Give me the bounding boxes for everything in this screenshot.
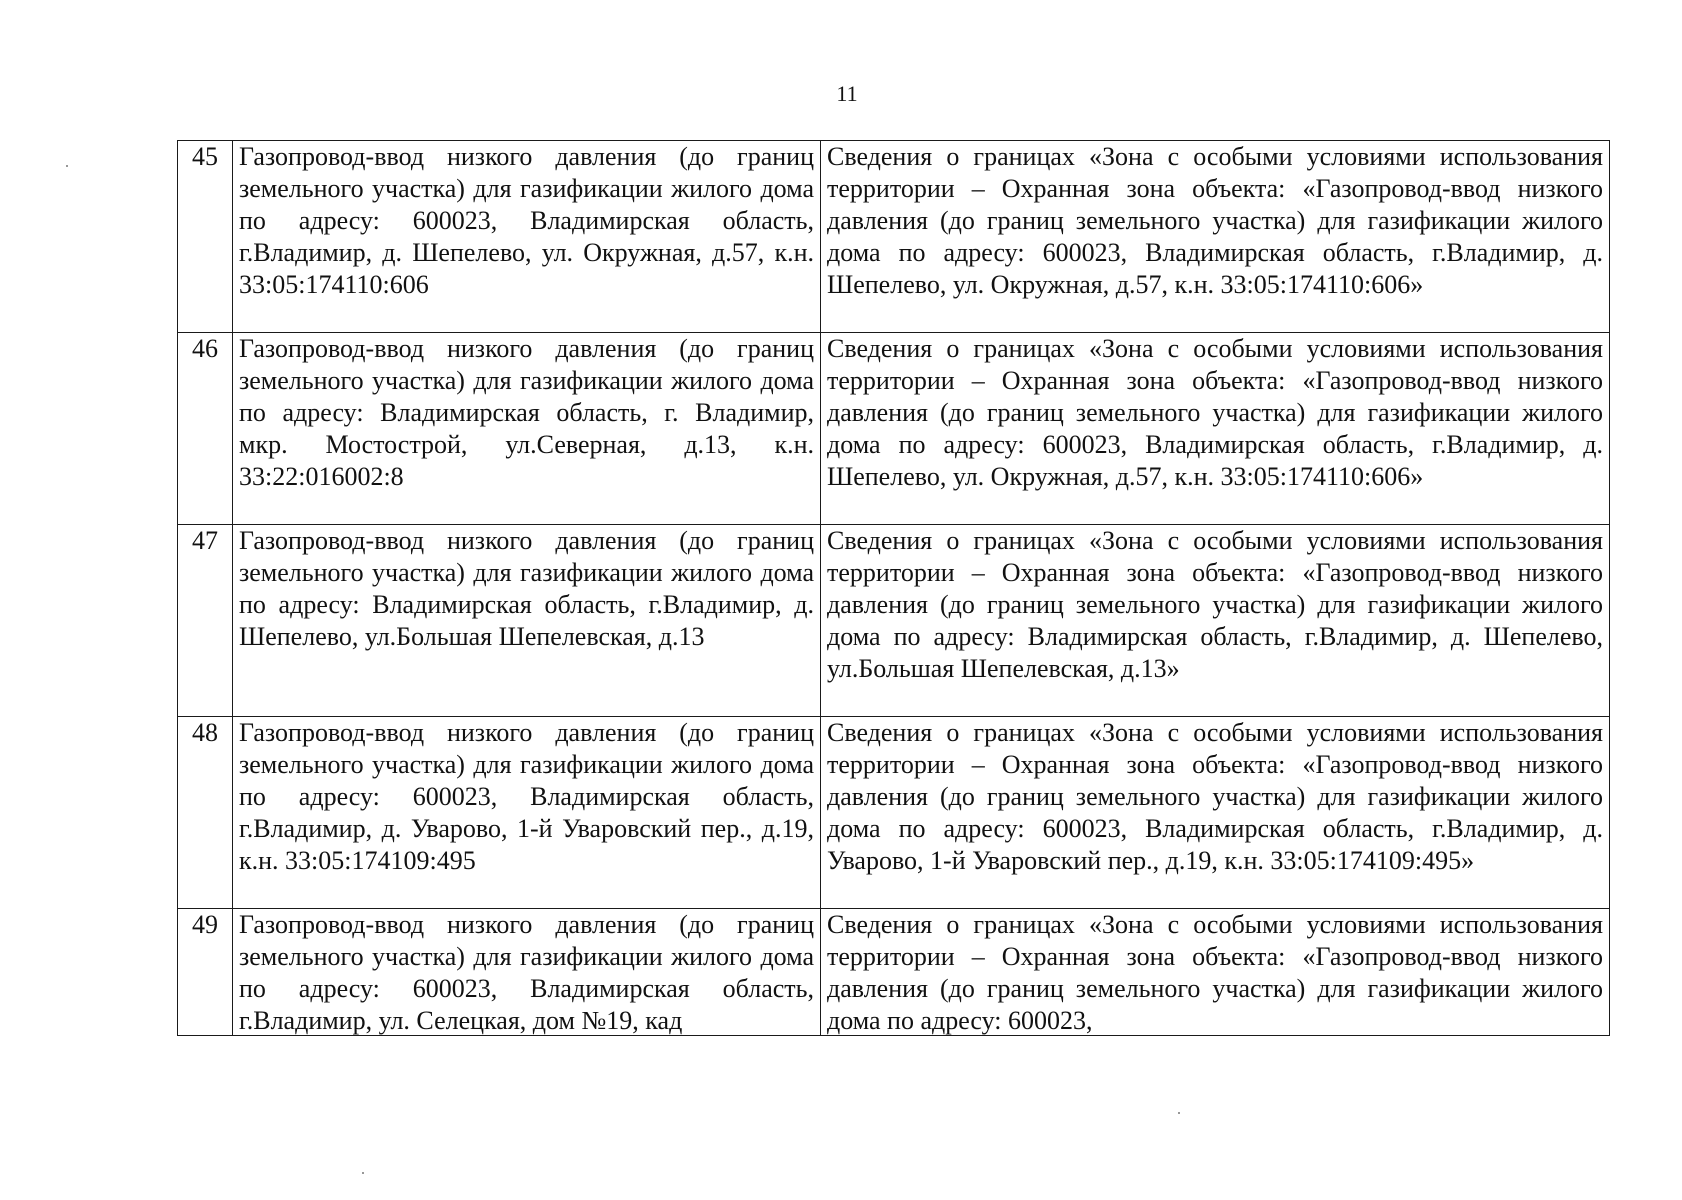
page-number-text: 11 [836,81,858,106]
zone-information: Сведения о границах «Зона с особыми условиями использования территории – Охранная зона объекта: «Газопровод-ввод низкого давления (до границ земельного участка) для газификации жилого дома по адресу: 600023, Владимирская область, г.Владимир, д. Шепелево, ул. Окружная, д.57, к.н. 33:05:174110:606» [821,333,1610,525]
object-description: Газопровод-ввод низкого давления (до границ земельного участка) для газификации жилого дома по адресу: 600023, Владимирская область, г.Владимир, ул. Селецкая, дом №19, кад [239,910,814,1035]
table-row [178,909,1610,1036]
row-number: 47 [178,525,233,717]
zone-information: Сведения о границах «Зона с особыми условиями использования территории – Охранная зона объекта: «Газопровод-ввод низкого давления (до границ земельного участка) для газификации жилого дома по адресу: 600023, [827,910,1603,1035]
row-number: 49 [178,909,233,1036]
table-row [178,525,1610,717]
row-number: 45 [178,141,233,333]
object-description: Газопровод-ввод низкого давления (до границ земельного участка) для газификации жилого дома по адресу: Владимирская область, г.Владимир, д. Шепелево, ул.Большая Шепелевская, д.13 [233,525,821,717]
row-number: 48 [178,717,233,909]
scan-speck [362,1172,364,1174]
table-row [178,717,1610,909]
zone-information: Сведения о границах «Зона с особыми условиями использования территории – Охранная зона объекта: «Газопровод-ввод низкого давления (до границ земельного участка) для газификации жилого дома по адресу: 600023, Владимирская область, г.Владимир, д. Уварово, 1-й Уваровский пер., д.19, к.н. 33:05:174109:495» [821,717,1610,909]
object-description: Газопровод-ввод низкого давления (до границ земельного участка) для газификации жилого дома по адресу: Владимирская область, г. Владимир, мкр. Мостострой, ул.Северная, д.13, к.н. 33:22:016002:8 [233,333,821,525]
zone-information: Сведения о границах «Зона с особыми условиями использования территории – Охранная зона объекта: «Газопровод-ввод низкого давления (до границ земельного участка) для газификации жилого дома по адресу: 600023, Владимирская область, г.Владимир, д. Шепелево, ул. Окружная, д.57, к.н. 33:05:174110:606» [821,141,1610,333]
scan-speck [66,165,68,167]
table-row [178,333,1610,525]
zone-information-cell [821,909,1610,1036]
row-number: 46 [178,333,233,525]
registry-table [177,140,1610,1036]
object-description: Газопровод-ввод низкого давления (до границ земельного участка) для газификации жилого дома по адресу: 600023, Владимирская область, г.Владимир, д. Уварово, 1-й Уваровский пер., д.19, к.н. 33:05:174109:495 [233,717,821,909]
table-row [178,141,1610,333]
scan-speck [1178,1112,1180,1114]
object-description-cell [233,909,821,1036]
object-description: Газопровод-ввод низкого давления (до границ земельного участка) для газификации жилого дома по адресу: 600023, Владимирская область, г.Владимир, д. Шепелево, ул. Окружная, д.57, к.н. 33:05:174110:606 [233,141,821,333]
zone-information: Сведения о границах «Зона с особыми условиями использования территории – Охранная зона объекта: «Газопровод-ввод низкого давления (до границ земельного участка) для газификации жилого дома по адресу: Владимирская область, г.Владимир, д. Шепелево, ул.Большая Шепелевская, д.13» [821,525,1610,717]
page-number [0,82,1682,106]
